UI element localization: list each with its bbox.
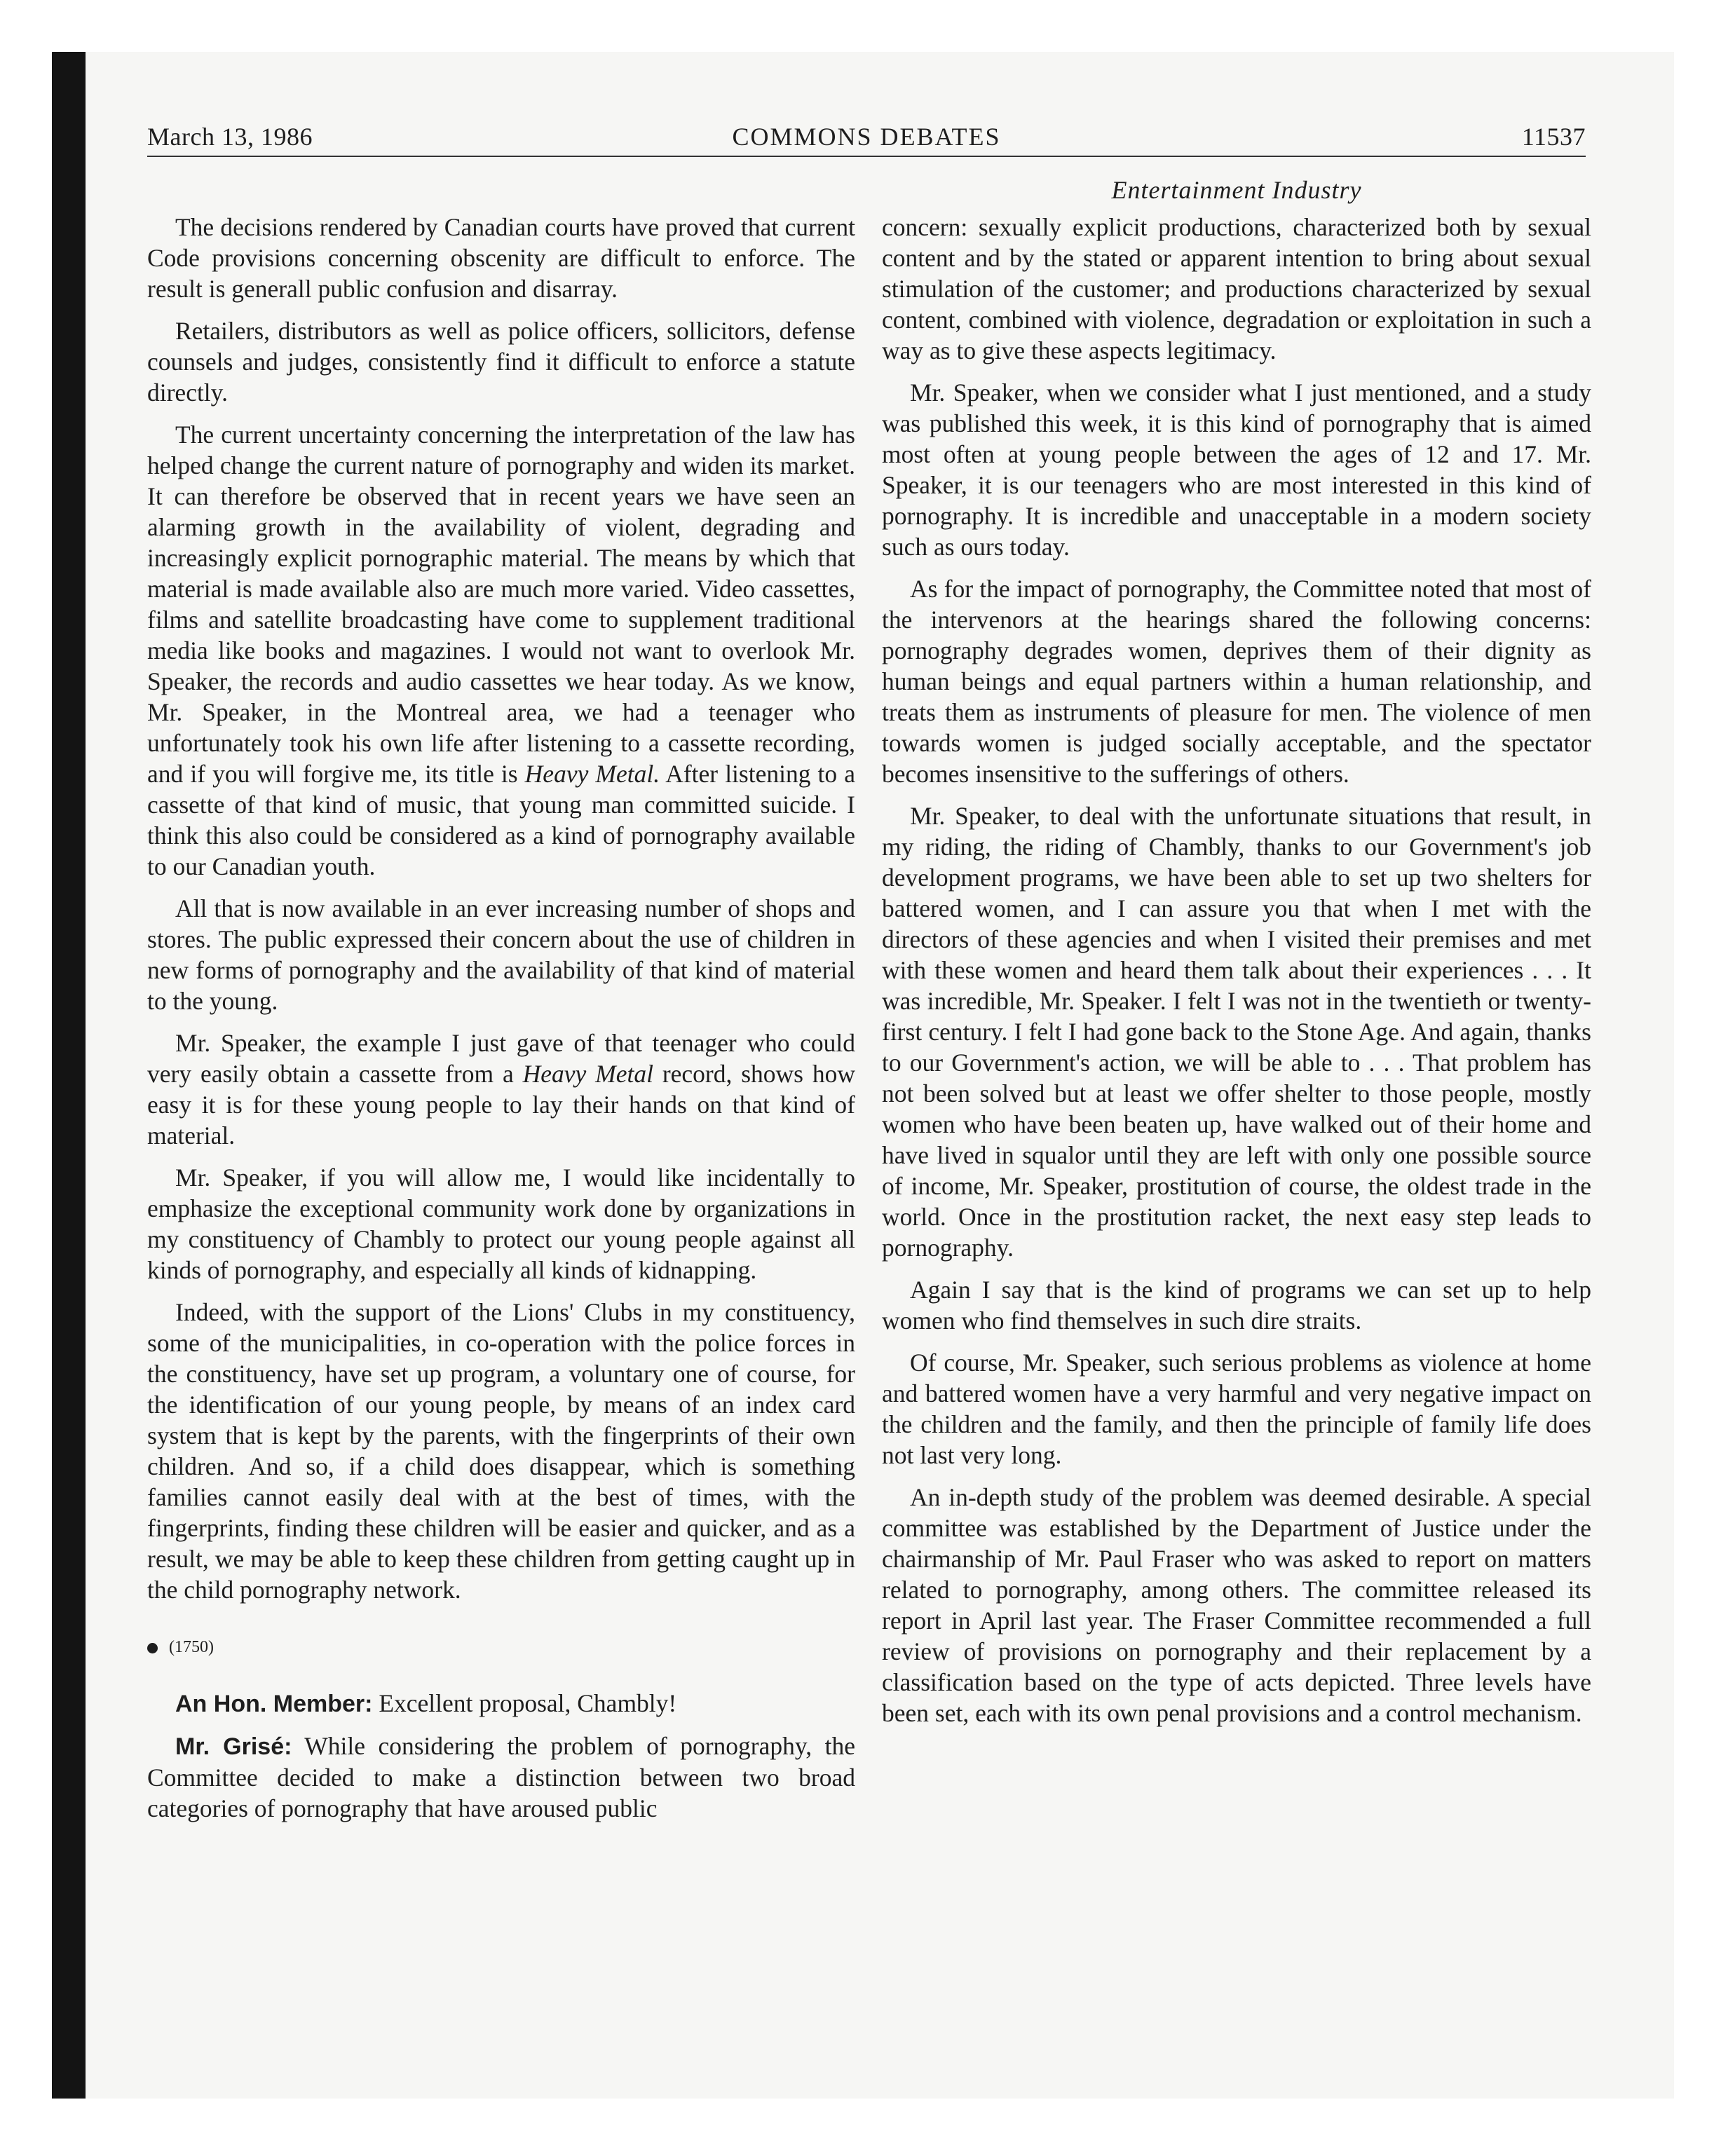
paragraph: [147, 1028, 855, 1151]
paragraph: Indeed, with the support of the Lions' Clubs in my constituency, some of the municipalities, in co-operation with the police forces in the constituency, have set up program, a voluntary one of course, for the identification of our young people, by means of an index card system that is kept by the parents, with the fingerprints of their own children. And so, if a child does disappear, which is something families cannot easily deal with at the best of times, with the fingerprints, finding these children will be easier and quicker, and as a result, we may be able to keep these children from getting caught up in the child pornography network.: [147, 1298, 855, 1604]
left-column: [147, 212, 855, 1835]
header-rule: [147, 156, 1586, 157]
paragraph: [147, 419, 855, 882]
right-column: [882, 212, 1591, 1740]
paragraph: An in-depth study of the problem was deemed desirable. A special committee was established by the Department of Justice under the chairmanship of Mr. Paul Fraser who was asked to report on matters related to pornography, among others. The committee released its report in April last year. The Fraser Committee recommended a full review of provisions on pornography and their replacement by a classification based on the type of acts depicted. Three levels have been set, each with its own penal provisions and a control mechanism.: [882, 1483, 1591, 1727]
paragraph: [147, 1688, 855, 1719]
paragraph: concern: sexually explicit productions, characterized both by sexual content and by the stated or apparent intention to bring about sexual stimulation of the customer; and productions characterized by sexual content, combined with violence, degradation or exploitation in such a way as to give these aspects legitimacy.: [882, 213, 1591, 364]
paragraph-text: Mr. Speaker, the example I just gave of that teenager who could very easily obtain a cassette from a: [147, 1029, 855, 1088]
paragraph: Again I say that is the kind of programs we can set up to help women who find themselves in such dire straits.: [882, 1276, 1591, 1335]
paragraph: As for the impact of pornography, the Committee noted that most of the intervenors at the hearings shared the following concerns: pornography degrades women, deprives them of their dignity as human beings and equal partners within a human relationship, and treats them as instruments of pleasure for men. The violence of men towards women is judged socially acceptable, and the spectator becomes insensitive to the sufferings of others.: [882, 575, 1591, 788]
paragraph-text: The current uncertainty concerning the interpretation of the law has helped change the current nature of pornography and widen its market. It can therefore be observed that in recent years we have seen an alarming growth in the availability of violent, degrading and increasingly explicit pornographic material. The means by which that material is made available also are much more varied. Video cassettes, films and satellite broadcasting have come to supplement traditional media like books and magazines. I would not want to overlook Mr. Speaker, the records and audio cassettes we hear today. As we know, Mr. Speaker, in the Montreal area, we had a teenager who unfortunately took his own life after listening to a cassette recording, and if you will forgive me, its title is: [147, 421, 855, 788]
paragraph: Mr. Speaker, if you will allow me, I would like incidentally to emphasize the exceptional community work done by organizations in my constituency of Chambly to protect our young people against all kinds of pornography, and especially all kinds of kidnapping.: [147, 1164, 855, 1284]
paragraph: Mr. Speaker, when we consider what I just mentioned, and a study was published this week, it is this kind of pornography that is aimed most often at young people between the ages of 12 and 17. Mr. Speaker, it is our teenagers who are most interested in this kind of pornography. It is incredible and unacceptable in a modern society such as ours today.: [882, 378, 1591, 561]
scan-margin: [0, 0, 1735, 52]
paragraph: Mr. Speaker, to deal with the unfortunate situations that result, in my riding, the riding of Chambly, thanks to our Government's job development programs, we have been able to set up two shelters for battered women, and I can assure you that when I met with the directors of these agencies and when I visited their premises and met with these women and heard them talk about their experiences . . . It was incredible, Mr. Speaker. I felt I was not in the twentieth or twenty-first century. I felt I had gone back to the Stone Age. And again, thanks to our Government's action, we will be able to . . . That problem has not been solved but at least we offer shelter to those people, mostly women who have been beaten up, have walked out of their home and have lived in squalor until they are left with only one possible source of income, Mr. Speaker, prostitution of course, the oldest trade in the world. Once in the prostitution racket, the next easy step leads to pornography.: [882, 802, 1591, 1262]
italic-title: Heavy Metal: [522, 1060, 653, 1088]
page-number: 11537: [1521, 123, 1586, 151]
paragraph-text: After listening to a cassette of that kind of music, that young man committed suicide. I think this also could be considered as a kind of pornography available to our Canadian youth.: [147, 760, 855, 880]
time-marker: [147, 1632, 855, 1663]
time-marker-text: (1750): [169, 1638, 214, 1656]
paragraph: All that is now available in an ever increasing number of shops and stores. The public expressed their concern about the use of children in new forms of pornography and the availability of that kind of material to the young.: [147, 894, 855, 1015]
header-date: March 13, 1986: [147, 123, 313, 151]
paragraph: Of course, Mr. Speaker, such serious problems as violence at home and battered women have a very harmful and very negative impact on the children and the family, and then the principle of family life does not last very long.: [882, 1349, 1591, 1469]
speaker-name: Mr. Grisé:: [175, 1733, 292, 1760]
paragraph: [147, 1731, 855, 1824]
speaker-name: An Hon. Member:: [175, 1691, 373, 1717]
paragraph: The decisions rendered by Canadian courts have proved that current Code provisions concerning obscenity are difficult to enforce. The result is generall public confusion and disarray.: [147, 213, 855, 303]
paragraph: Retailers, distributors as well as police officers, sollicitors, defense counsels and judges, consistently find it difficult to enforce a statute directly.: [147, 317, 855, 407]
publication-title: COMMONS DEBATES: [732, 123, 1001, 151]
paragraph-text: record, shows how easy it is for these young people to lay their hands on that kind of material.: [147, 1060, 855, 1149]
scan-binding-edge: [52, 52, 86, 2099]
italic-title: Heavy Metal.: [524, 760, 660, 788]
paragraph-text: While considering the problem of pornography, the Committee decided to make a distinction between two broad categories of pornography that have aroused public: [147, 1732, 856, 1822]
section-title: Entertainment Industry: [1111, 176, 1362, 204]
paragraph-text: Excellent proposal, Chambly!: [372, 1689, 677, 1717]
bullet-icon: [147, 1643, 158, 1653]
page-header: [147, 122, 1586, 156]
